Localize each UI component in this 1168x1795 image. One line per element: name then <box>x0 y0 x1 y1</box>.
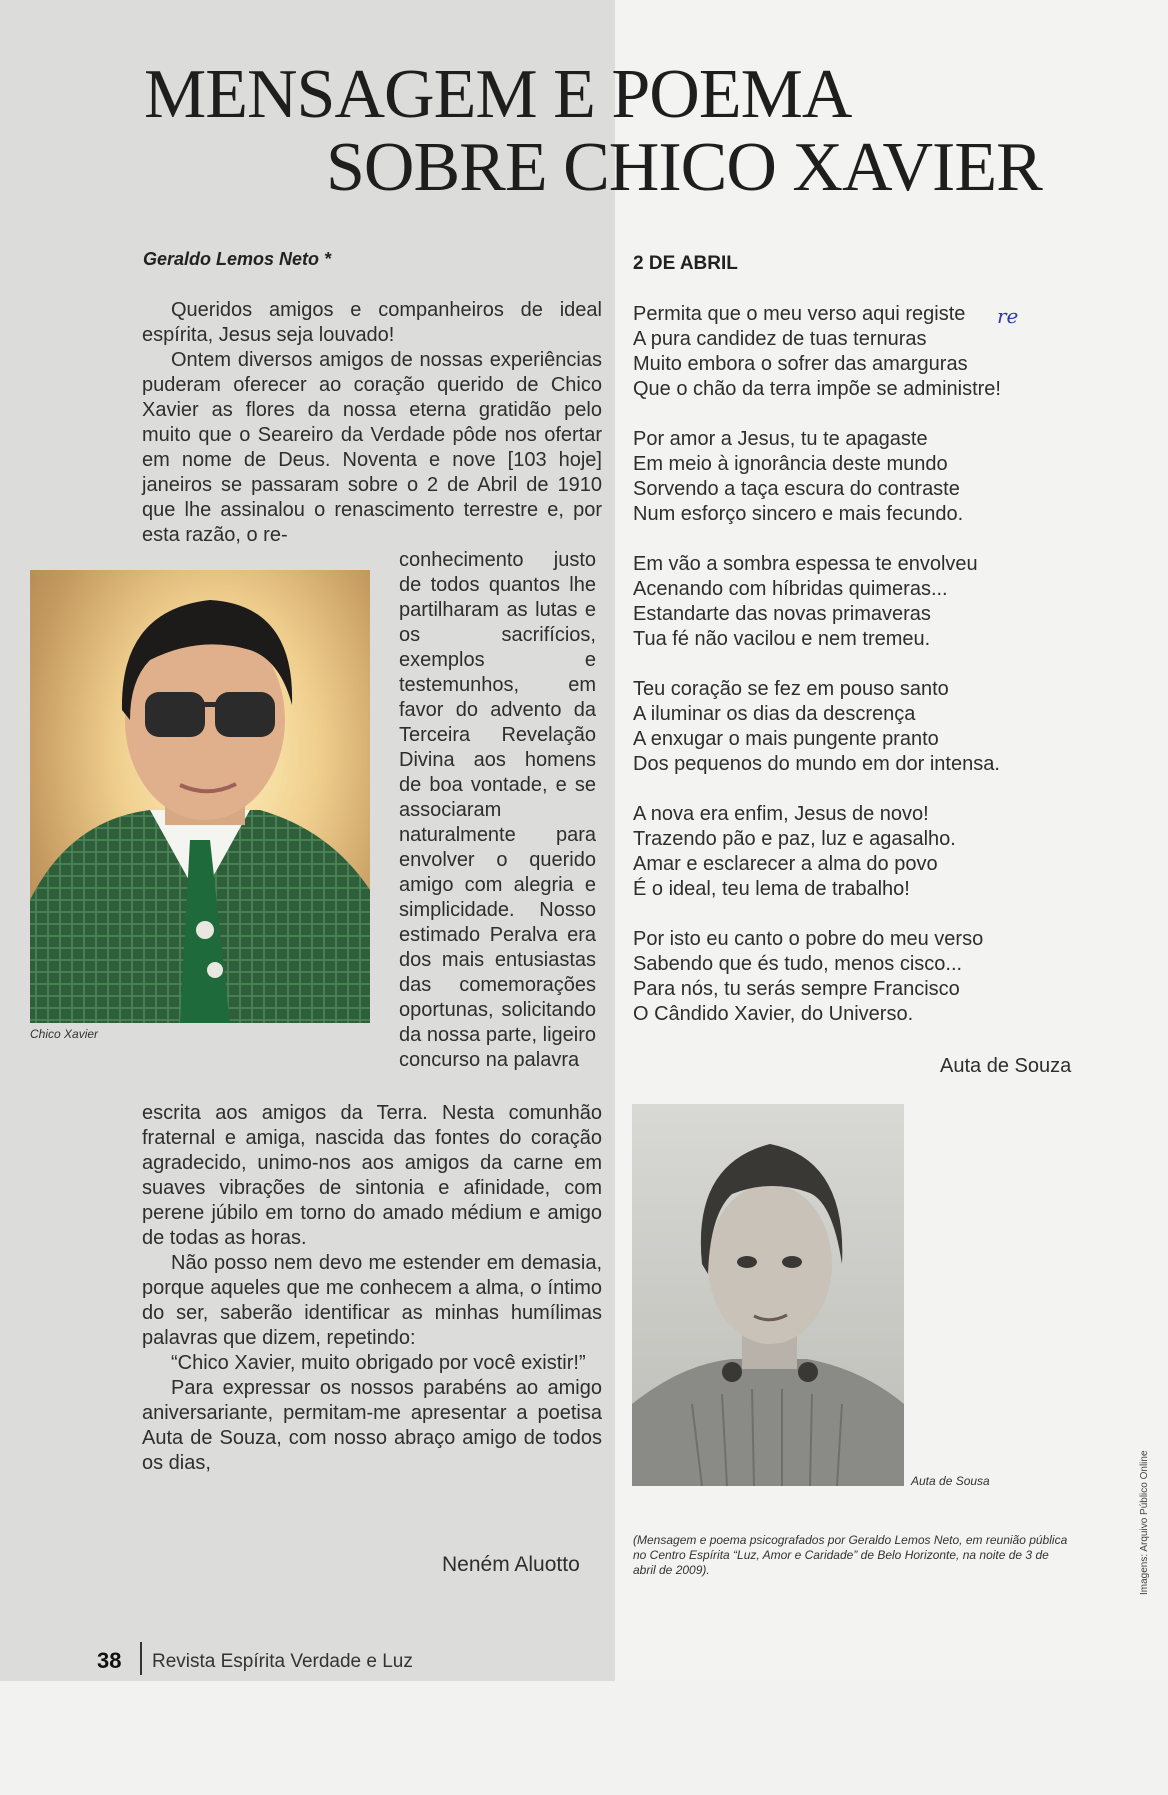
poem-verse: Por isto eu canto o pobre do meu verso <box>633 928 984 950</box>
chico-xavier-photo <box>30 570 370 1023</box>
poem-stanza <box>633 552 1073 652</box>
poem-verse: A nova era enfim, Jesus de novo! <box>633 803 929 825</box>
article-title-line-2: SOBRE CHICO XAVIER <box>326 129 1042 206</box>
poem-verse: A enxugar o mais pungente pranto <box>633 728 939 750</box>
auta-de-sousa-photo-caption: Auta de Sousa <box>911 1474 990 1488</box>
message-paragraph: Queridos amigos e companheiros de ideal espírita, Jesus seja louvado! <box>142 299 602 346</box>
poem-verse: Permita que o meu verso aqui registe <box>633 303 966 325</box>
poem-title: 2 DE ABRIL <box>633 253 738 274</box>
poem-verse: Por amor a Jesus, tu te apagaste <box>633 428 928 450</box>
poem-verse: A iluminar os dias da descrença <box>633 703 916 725</box>
poem-author: Auta de Souza <box>940 1055 1072 1077</box>
message-paragraph: Não posso nem devo me estender em demasia, porque aqueles que me conhecem a alma, o íntimo do ser, saberão identificar as minhas humílimas palavras que dizem, repetindo: <box>142 1252 602 1349</box>
message-top-text <box>142 298 602 548</box>
poem-verse: Num esforço sincero e mais fecundo. <box>633 503 964 525</box>
poem-verse: Trazendo pão e paz, luz e agasalho. <box>633 828 956 850</box>
image-credit: Imagens: Arquivo Público Online <box>1139 1450 1150 1595</box>
poem-verse: Estandarte das novas primaveras <box>633 603 931 625</box>
message-bottom-text <box>142 1101 602 1476</box>
chico-xavier-portrait-illustration <box>30 570 370 1023</box>
poem-verse: Teu coração se fez em pouso santo <box>633 678 949 700</box>
poem-verse: A pura candidez de tuas ternuras <box>633 328 927 350</box>
auta-de-sousa-photo <box>632 1104 904 1486</box>
poem-stanza <box>633 677 1073 777</box>
poem-verse: É o ideal, teu lema de trabalho! <box>633 878 910 900</box>
poem-stanza <box>633 802 1073 902</box>
image-credit-container <box>1139 1450 1151 1795</box>
poem-verse: Sabendo que és tudo, menos cisco... <box>633 953 963 975</box>
poem-verse: Tua fé não vacilou e nem tremeu. <box>633 628 931 650</box>
message-paragraph: Ontem diversos amigos de nossas experiências puderam oferecer ao coração querido de Chico Xavier as flores da nossa eterna gratidão pelo muito que o Seareiro da Verdade pôde nos ofertar em nome de Deus. Noventa e nove [103 hoje] janeiros se passaram sobre o 2 de Abril de 1910 que lhe assinalou o renascimento terrestre e, por esta razão, o re- <box>142 349 602 546</box>
poem-verse: Dos pequenos do mundo em dor intensa. <box>633 753 1000 775</box>
poem-verse: Em vão a sombra espessa te envolveu <box>633 553 978 575</box>
psychography-note: (Mensagem e poema psicografados por Geraldo Lemos Neto, em reunião pública no Centro Espírita “Luz, Amor e Caridade” de Belo Horizonte, na noite de 3 de abril de 2009). <box>633 1533 1068 1577</box>
publication-name: Revista Espírita Verdade e Luz <box>152 1651 413 1672</box>
poem-verse: Amar e esclarecer a alma do povo <box>633 853 938 875</box>
poem-verse: Sorvendo a taça escura do contraste <box>633 478 960 500</box>
poem-verse: Para nós, tu serás sempre Francisco <box>633 978 960 1000</box>
poem-stanza <box>633 427 1073 527</box>
page-number: 38 <box>97 1648 122 1673</box>
message-signature: Neném Aluotto <box>442 1553 580 1576</box>
article-author: Geraldo Lemos Neto * <box>143 249 332 269</box>
footer-divider <box>140 1642 142 1675</box>
poem-verse: Acenando com híbridas quimeras... <box>633 578 948 600</box>
message-paragraph: escrita aos amigos da Terra. Nesta comunhão fraternal e amiga, nascida das fontes do coração agradecido, unimo-nos aos amigos da carne em suaves vibrações de sintonia e afinidade, com perene júbilo em torno do amado médium e amigo de todas as horas. <box>142 1102 602 1249</box>
article-title-line-1: MENSAGEM E POEMA <box>144 56 852 133</box>
poem-verse: O Cândido Xavier, do Universo. <box>633 1003 914 1025</box>
poem-verse: Em meio à ignorância deste mundo <box>633 453 948 475</box>
poem-verse: Muito embora o sofrer das amarguras <box>633 353 968 375</box>
message-quote: “Chico Xavier, muito obrigado por você existir!” <box>171 1352 586 1374</box>
message-paragraph: conhecimento justo de todos quantos lhe partilharam as lutas e os sacrifícios, exemplos e testemunhos, em favor do advento da Terceira Revelação Divina aos homens de boa vontade, e se associaram naturalmente para envolver o querido amigo com alegria e simplicidade. Nosso estimado Peralva era dos mais entusiastas das comemorações oportunas, solicitando da nossa parte, ligeiro concurso na palavra <box>399 549 596 1071</box>
handwritten-correction: re <box>997 304 1019 328</box>
message-text-beside-photo <box>399 548 596 1073</box>
message-paragraph: Para expressar os nossos parabéns ao amigo aniversariante, permitam-me apresentar a poetisa Auta de Souza, com nosso abraço amigo de todos os dias, <box>142 1377 602 1474</box>
auta-de-sousa-portrait-illustration <box>632 1104 904 1486</box>
poem-stanza <box>633 927 1073 1027</box>
poem-verse: Que o chão da terra impõe se administre! <box>633 378 1001 400</box>
poem-body <box>633 302 1073 1052</box>
poem-stanza <box>633 302 1073 402</box>
chico-xavier-photo-caption: Chico Xavier <box>30 1027 99 1041</box>
